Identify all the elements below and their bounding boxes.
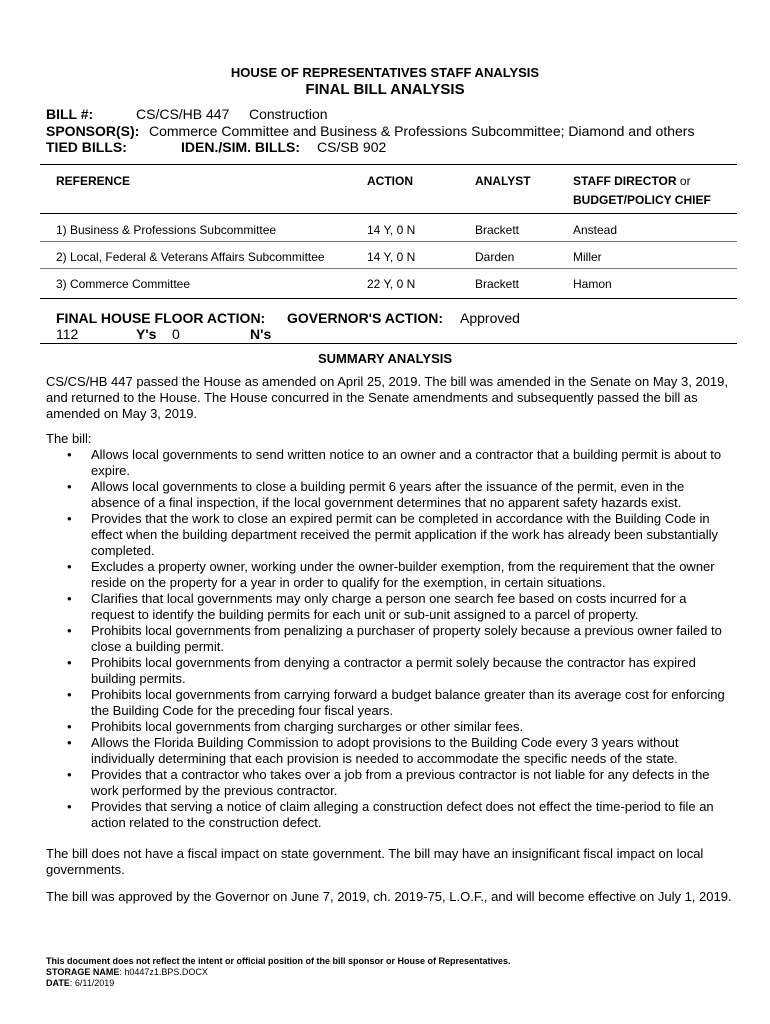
list-item (46, 767, 732, 799)
table-top-rule (40, 164, 737, 165)
reference-cell: 1) Business & Professions Subcommittee (56, 223, 277, 237)
analyst-cell: Brackett (475, 223, 520, 237)
yeas-count: 112 (56, 326, 79, 342)
list-item-text: Prohibits local governments from denying a contractor a permit solely because the contractor has expired building permits. (91, 655, 696, 686)
list-item (46, 799, 732, 831)
storage-name (46, 967, 208, 978)
footer-disclaimer: This document does not reflect the intent or official position of the bill sponsor or House of Representatives. (46, 956, 511, 966)
list-item-text: Provides that a contractor who takes over a job from a previous contractor is not liable for any defects in the work performed by the previous contractor. (91, 767, 710, 798)
bill-number: CS/CS/HB 447 (136, 106, 230, 122)
analyst-cell: Darden (475, 250, 515, 264)
analyst-cell: Brackett (475, 277, 520, 291)
floor-action-label: FINAL HOUSE FLOOR ACTION: (56, 310, 266, 326)
list-item (46, 655, 732, 687)
governor-action-label: GOVERNOR'S ACTION: (287, 310, 444, 326)
list-item (46, 719, 732, 735)
budget-chief-header: BUDGET/POLICY CHIEF (573, 193, 711, 207)
staff-director-or: or (679, 174, 691, 188)
director-cell: Anstead (573, 223, 618, 237)
nays-count: 0 (172, 326, 180, 342)
reference-header: REFERENCE (56, 174, 131, 188)
bullet-icon: • (67, 799, 72, 814)
list-item-text: Prohibits local governments from charging surcharges or other similar fees. (91, 719, 524, 734)
document-header: HOUSE OF REPRESENTATIVES STAFF ANALYSIS (230, 65, 540, 80)
director-cell: Hamon (573, 277, 612, 291)
row-divider (40, 268, 737, 269)
list-item-text: Provides that serving a notice of claim alleging a construction defect does not effect the time-period to file an action related to the construction defect. (91, 799, 714, 830)
yeas-label: Y's (136, 326, 157, 342)
bullet-icon: • (67, 591, 72, 606)
action-cell: 14 Y, 0 N (367, 250, 416, 264)
list-item (46, 687, 732, 719)
staff-director-header (573, 174, 691, 188)
bullet-icon: • (67, 767, 72, 782)
bill-subject: Construction (249, 106, 328, 122)
list-item (46, 511, 732, 559)
list-item (46, 735, 732, 767)
list-item-text: Provides that the work to close an expired permit can be completed in accordance with the Building Code in effect when the building department received the permit application if the work has already been substantially completed. (91, 511, 719, 558)
bullet-icon: • (67, 719, 72, 734)
provisions-list (46, 447, 732, 831)
iden-sim-bills-value: CS/SB 902 (317, 139, 387, 155)
document-title: FINAL BILL ANALYSIS (305, 81, 465, 98)
summary-heading: SUMMARY ANALYSIS (317, 351, 453, 366)
sponsor-value: Commerce Committee and Business & Professions Subcommittee; Diamond and others (149, 123, 695, 139)
director-cell: Miller (573, 250, 602, 264)
storage-name-value: : h0447z1.BPS.DOCX (119, 967, 208, 977)
date-label: DATE (46, 978, 70, 988)
tied-bills-label: TIED BILLS: (46, 139, 127, 155)
fiscal-impact: The bill does not have a fiscal impact on state government. The bill may have an insignificant fiscal impact on local governments. (46, 846, 704, 877)
iden-sim-bills-label: IDEN./SIM. BILLS: (181, 139, 300, 155)
bullet-icon: • (67, 447, 72, 462)
reference-cell: 2) Local, Federal & Veterans Affairs Subcommittee (56, 250, 325, 264)
sponsor-label: SPONSOR(S): (46, 123, 140, 139)
list-item (46, 479, 732, 511)
row-divider (40, 241, 737, 242)
list-item (46, 447, 732, 479)
list-item-text: Allows local governments to close a building permit 6 years after the issuance of the permit, even in the absence of a final inspection, if the local government determines that no apparent safety hazards exist. (91, 479, 685, 510)
bullet-icon: • (67, 735, 72, 750)
bullet-icon: • (67, 559, 72, 574)
list-item-text: Prohibits local governments from carrying forward a budget balance greater than its average cost for enforcing the Building Code for the preceding four fiscal years. (91, 687, 725, 718)
list-item-text: Allows local governments to send written notice to an owner and a contractor that a building permit is about to expire. (91, 447, 722, 478)
action-cell: 22 Y, 0 N (367, 277, 416, 291)
list-item (46, 623, 732, 655)
list-item (46, 591, 732, 623)
list-item-text: Prohibits local governments from penalizing a purchaser of property solely because a previous owner failed to close a building permit. (91, 623, 722, 654)
bullet-icon: • (67, 687, 72, 702)
table-header-rule (40, 213, 737, 214)
table-bottom-rule (40, 298, 737, 299)
bullet-icon: • (67, 479, 72, 494)
action-header: ACTION (367, 174, 413, 188)
action-cell: 14 Y, 0 N (367, 223, 416, 237)
list-item (46, 559, 732, 591)
governor-action-value: Approved (460, 310, 520, 326)
staff-director-label: STAFF DIRECTOR (573, 174, 677, 188)
list-item-text: Excludes a property owner, working under the owner-builder exemption, from the requirement that the owner reside on the property for a year in order to qualify for the exemption, in certain situations. (91, 559, 715, 590)
date-value: : 6/11/2019 (69, 978, 115, 988)
footer-date (46, 978, 114, 989)
bullet-icon: • (67, 623, 72, 638)
bill-lead: The bill: (46, 431, 92, 446)
summary-intro: CS/CS/HB 447 passed the House as amended on April 25, 2019. The bill was amended in the Senate on May 3, 2019, and returned to the House. The House concurred in the Senate amendments and subsequently passed the bill as amended on May 3, 2019. (46, 374, 728, 421)
reference-cell: 3) Commerce Committee (56, 277, 191, 291)
bullet-icon: • (67, 511, 72, 526)
approval-statement: The bill was approved by the Governor on June 7, 2019, ch. 2019-75, L.O.F., and will become effective on July 1, 2019. (46, 889, 732, 904)
bullet-icon: • (67, 655, 72, 670)
floor-action-rule (40, 343, 737, 344)
storage-name-label: STORAGE NAME (46, 967, 120, 977)
analyst-header: ANALYST (475, 174, 531, 188)
nays-label: N's (250, 326, 272, 342)
list-item-text: Clarifies that local governments may only charge a person one search fee based on costs incurred for a request to identify the building permits for each unit or sub-unit assigned to a parcel of property. (91, 591, 687, 622)
bill-number-label: BILL #: (46, 106, 94, 122)
list-item-text: Allows the Florida Building Commission to adopt provisions to the Building Code every 3 years without individually determining that each provision is needed to accommodate the specific needs of the state. (91, 735, 679, 766)
